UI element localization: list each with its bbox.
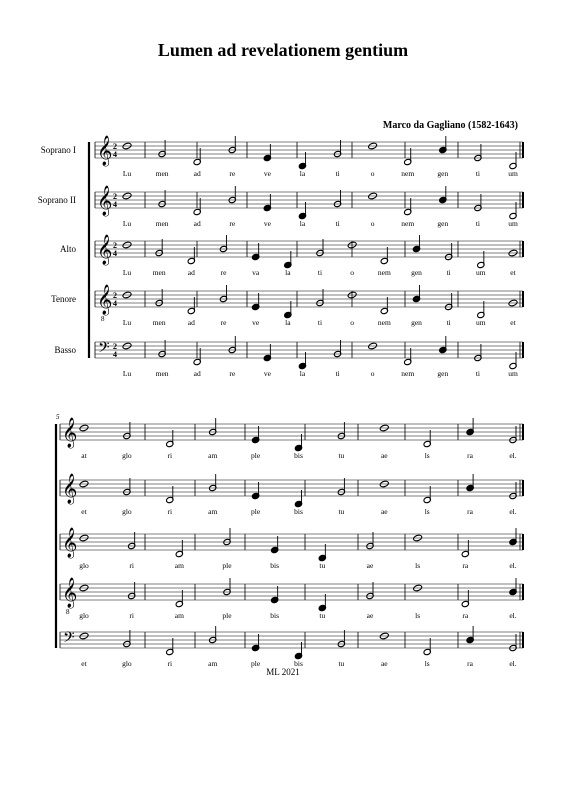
final-barline bbox=[522, 291, 524, 307]
lyric-syllable: Lu bbox=[122, 219, 132, 228]
lyric-syllable: ls bbox=[424, 659, 430, 668]
lyric-syllable: el. bbox=[509, 451, 517, 460]
treble-clef-icon: 𝄞 bbox=[62, 418, 78, 447]
lyric-syllable: bis bbox=[294, 659, 303, 668]
lyric-syllable: ad bbox=[193, 369, 201, 378]
lyric-syllable: Lu bbox=[122, 318, 132, 327]
lyric-syllable: glo bbox=[122, 507, 132, 516]
treble-clef-icon: 𝄞 bbox=[97, 235, 113, 264]
lyric-syllable: ra bbox=[467, 659, 474, 668]
piece-title: Lumen ad revelationem gentium bbox=[157, 40, 409, 60]
lyric-syllable: re bbox=[229, 169, 236, 178]
lyric-syllable: el. bbox=[509, 659, 517, 668]
lyric-syllable: ti bbox=[446, 318, 451, 327]
lyric-syllable: um bbox=[508, 169, 518, 178]
lyric-syllable: bis bbox=[270, 561, 280, 570]
final-barline bbox=[522, 241, 524, 257]
final-barline bbox=[522, 342, 524, 358]
lyric-syllable: ti bbox=[335, 169, 340, 178]
lyric-syllable: el. bbox=[509, 507, 517, 516]
lyric-syllable: gen bbox=[411, 318, 422, 327]
lyric-syllable: ve bbox=[263, 369, 271, 378]
lyric-syllable: nem bbox=[401, 169, 415, 178]
lyric-syllable: et bbox=[81, 507, 87, 516]
lyric-syllable: bis bbox=[270, 611, 280, 620]
lyric-syllable: am bbox=[174, 561, 184, 570]
part-name: Basso bbox=[54, 345, 76, 355]
treble-clef-icon: 𝄞 bbox=[97, 136, 113, 165]
lyric-syllable: ri bbox=[167, 659, 173, 668]
lyric-syllable: tu bbox=[338, 507, 345, 516]
lyric-syllable: ri bbox=[129, 611, 134, 620]
time-signature-top: 2 bbox=[113, 342, 117, 351]
bass-clef-icon: 𝄢 bbox=[63, 629, 75, 649]
lyric-syllable: gen bbox=[411, 268, 422, 277]
lyric-syllable: ti bbox=[335, 369, 340, 378]
lyric-syllable: ra bbox=[462, 611, 469, 620]
lyric-syllable: men bbox=[152, 318, 166, 327]
lyric-syllable: ad bbox=[193, 219, 201, 228]
lyric-syllable: ae bbox=[380, 507, 388, 516]
lyric-syllable: nem bbox=[377, 318, 391, 327]
lyric-syllable: ra bbox=[467, 507, 474, 516]
lyric-syllable: o bbox=[370, 169, 375, 178]
lyric-syllable: la bbox=[285, 268, 291, 277]
lyric-syllable: ti bbox=[475, 219, 480, 228]
time-signature-top: 2 bbox=[113, 142, 117, 151]
lyric-syllable: et bbox=[510, 268, 516, 277]
composer-credit: Marco da Gagliano (1582-1643) bbox=[382, 120, 518, 131]
bass-clef-icon: 𝄢 bbox=[98, 339, 110, 359]
treble-clef-icon: 𝄞 bbox=[62, 474, 78, 503]
lyric-syllable: ls bbox=[415, 561, 421, 570]
treble-clef-icon: 𝄞 bbox=[97, 285, 113, 314]
time-signature-top: 2 bbox=[113, 192, 117, 201]
final-barline bbox=[522, 480, 524, 496]
final-barline bbox=[522, 142, 524, 158]
lyric-syllable: et bbox=[510, 318, 516, 327]
time-signature-bottom: 4 bbox=[113, 299, 117, 308]
time-signature-top: 2 bbox=[113, 241, 117, 250]
lyric-syllable: Lu bbox=[122, 169, 132, 178]
lyric-syllable: ae bbox=[380, 451, 388, 460]
part-name: Soprano II bbox=[37, 195, 76, 205]
lyric-syllable: o bbox=[370, 369, 375, 378]
lyric-syllable: re bbox=[220, 318, 227, 327]
treble-clef-icon: 𝄞 bbox=[97, 186, 113, 215]
time-signature-bottom: 4 bbox=[113, 249, 117, 258]
lyric-syllable: at bbox=[81, 451, 87, 460]
lyric-syllable: ae bbox=[366, 611, 374, 620]
lyric-syllable: ri bbox=[167, 451, 173, 460]
lyric-syllable: tu bbox=[319, 611, 326, 620]
lyric-syllable: ti bbox=[475, 169, 480, 178]
lyric-syllable: re bbox=[229, 219, 236, 228]
lyric-syllable: glo bbox=[79, 611, 89, 620]
lyric-syllable: am bbox=[208, 659, 218, 668]
time-signature-bottom: 4 bbox=[113, 150, 117, 159]
lyric-syllable: o bbox=[350, 268, 355, 277]
lyric-syllable: am bbox=[208, 507, 218, 516]
part-name: Tenore bbox=[51, 294, 76, 304]
final-barline bbox=[522, 192, 524, 208]
lyric-syllable: o bbox=[350, 318, 355, 327]
lyric-syllable: la bbox=[299, 369, 306, 378]
lyric-syllable: o bbox=[370, 219, 375, 228]
part-name: Alto bbox=[59, 244, 76, 254]
lyric-syllable: ple bbox=[251, 507, 261, 516]
lyric-syllable: el. bbox=[509, 611, 517, 620]
lyric-syllable: ad bbox=[193, 169, 201, 178]
lyric-syllable: ae bbox=[366, 561, 374, 570]
lyric-syllable: nem bbox=[401, 219, 415, 228]
lyric-syllable: re bbox=[229, 369, 236, 378]
lyric-syllable: ve bbox=[252, 318, 260, 327]
lyric-syllable: ra bbox=[462, 561, 469, 570]
lyric-syllable: um bbox=[476, 268, 486, 277]
time-signature-bottom: 4 bbox=[113, 200, 117, 209]
lyric-syllable: ad bbox=[187, 268, 195, 277]
lyric-syllable: gen bbox=[437, 369, 449, 378]
final-barline bbox=[522, 584, 524, 600]
lyric-syllable: ple bbox=[222, 611, 232, 620]
lyric-syllable: ra bbox=[467, 451, 474, 460]
lyric-syllable: ti bbox=[475, 369, 480, 378]
footer-initials: ML 2021 bbox=[266, 667, 300, 677]
lyric-syllable: ti bbox=[317, 318, 323, 327]
lyric-syllable: men bbox=[152, 268, 166, 277]
lyric-syllable: ple bbox=[251, 451, 261, 460]
lyric-syllable: ae bbox=[380, 659, 388, 668]
octave-mark-icon: 8 bbox=[66, 608, 70, 616]
lyric-syllable: ve bbox=[263, 169, 271, 178]
lyric-syllable: ti bbox=[335, 219, 340, 228]
lyric-syllable: ti bbox=[446, 268, 451, 277]
lyric-syllable: Lu bbox=[122, 369, 132, 378]
final-barline bbox=[522, 534, 524, 550]
lyric-syllable: glo bbox=[122, 451, 132, 460]
part-name: Soprano I bbox=[40, 145, 76, 155]
lyric-syllable: ad bbox=[187, 318, 195, 327]
final-barline bbox=[522, 632, 524, 648]
lyric-syllable: men bbox=[155, 169, 169, 178]
lyric-syllable: la bbox=[299, 219, 306, 228]
final-barline bbox=[522, 424, 524, 440]
lyric-syllable: ve bbox=[263, 219, 271, 228]
lyric-syllable: um bbox=[508, 369, 518, 378]
lyric-syllable: el. bbox=[509, 561, 517, 570]
lyric-syllable: men bbox=[155, 369, 169, 378]
lyric-syllable: la bbox=[299, 169, 306, 178]
lyric-syllable: um bbox=[476, 318, 486, 327]
lyric-syllable: glo bbox=[79, 561, 89, 570]
measure-number: 5 bbox=[56, 413, 60, 421]
time-signature-top: 2 bbox=[113, 291, 117, 300]
lyric-syllable: ls bbox=[424, 451, 430, 460]
lyric-syllable: am bbox=[174, 611, 184, 620]
lyric-syllable: bis bbox=[294, 451, 303, 460]
lyric-syllable: tu bbox=[319, 561, 326, 570]
time-signature-bottom: 4 bbox=[113, 350, 117, 359]
lyric-syllable: glo bbox=[122, 659, 132, 668]
treble-clef-icon: 𝄞 bbox=[62, 528, 78, 557]
lyric-syllable: re bbox=[220, 268, 227, 277]
lyric-syllable: ri bbox=[167, 507, 173, 516]
lyric-syllable: ple bbox=[251, 659, 261, 668]
lyric-syllable: ls bbox=[415, 611, 421, 620]
lyric-syllable: va bbox=[252, 268, 260, 277]
lyric-syllable: tu bbox=[338, 451, 345, 460]
lyric-syllable: gen bbox=[437, 169, 449, 178]
lyric-syllable: bis bbox=[294, 507, 303, 516]
lyric-syllable: ti bbox=[317, 268, 323, 277]
lyric-syllable: Lu bbox=[122, 268, 132, 277]
lyric-syllable: gen bbox=[437, 219, 449, 228]
lyric-syllable: nem bbox=[401, 369, 415, 378]
lyric-syllable: nem bbox=[377, 268, 391, 277]
lyric-syllable: um bbox=[508, 219, 518, 228]
lyric-syllable: men bbox=[155, 219, 169, 228]
lyric-syllable: am bbox=[208, 451, 218, 460]
treble-clef-icon: 𝄞 bbox=[62, 578, 78, 607]
lyric-syllable: et bbox=[81, 659, 87, 668]
octave-mark-icon: 8 bbox=[101, 315, 105, 323]
lyric-syllable: ple bbox=[222, 561, 232, 570]
lyric-syllable: tu bbox=[338, 659, 345, 668]
lyric-syllable: ls bbox=[424, 507, 430, 516]
lyric-syllable: ri bbox=[129, 561, 134, 570]
lyric-syllable: la bbox=[285, 318, 291, 327]
